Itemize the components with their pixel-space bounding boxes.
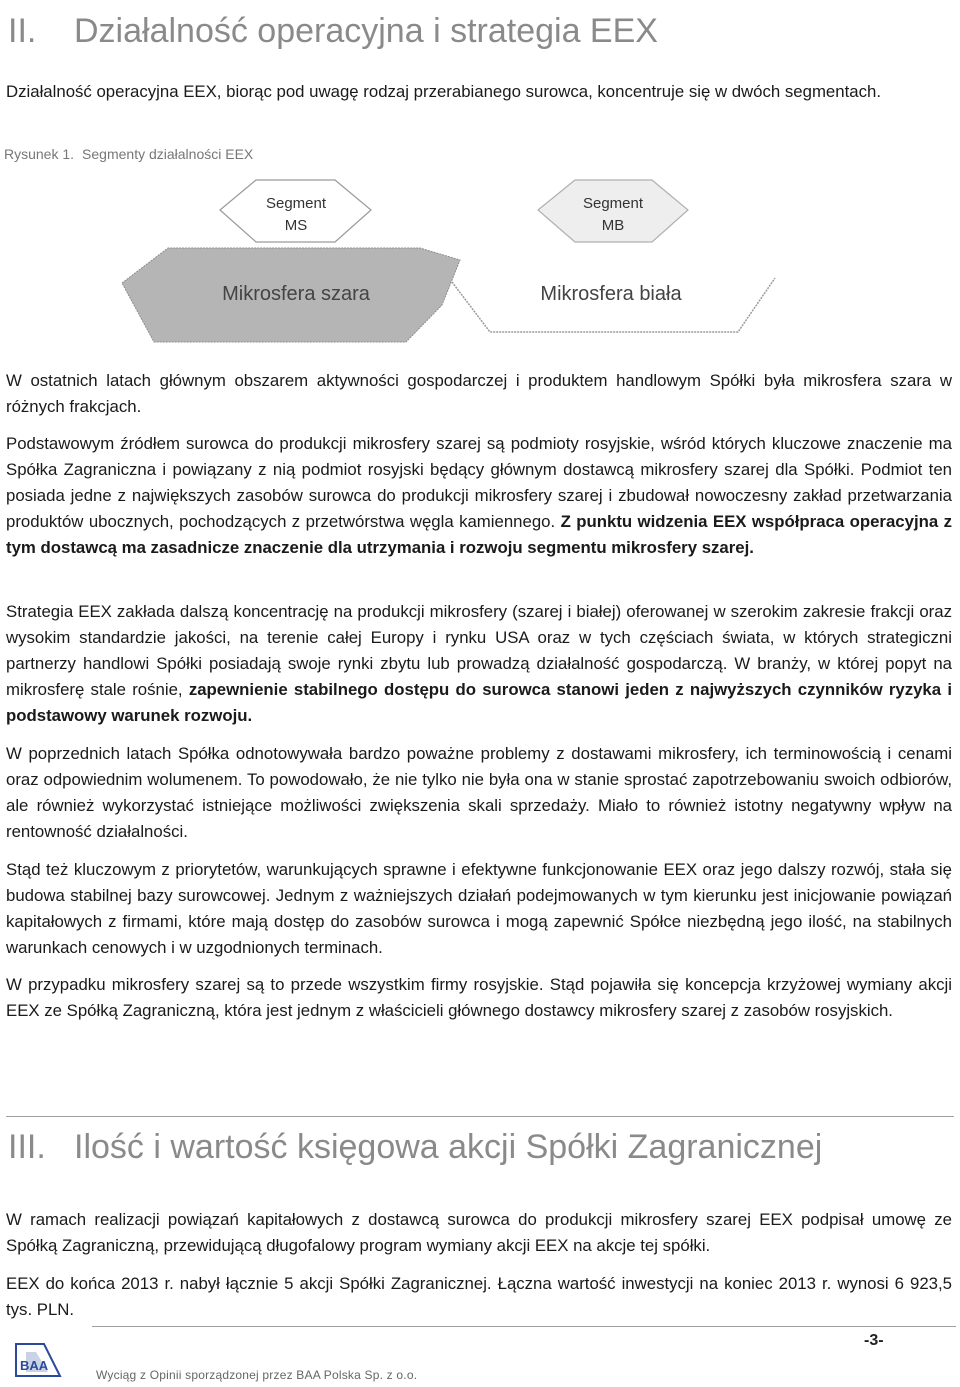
intro-paragraph: Działalność operacyjna EEX, biorąc pod uwagę rodzaj przerabianego surowca, koncentruje się w dwóch segmentach.: [6, 82, 881, 101]
section-number-3: III.: [8, 1128, 46, 1166]
segments-diagram: [0, 170, 960, 350]
footer-text: Wyciąg z Opinii sporządzonej przez BAA Polska Sp. z o.o.: [96, 1368, 418, 1382]
segment-ms-line2: MS: [284, 217, 308, 234]
segment-mb-line2: MB: [601, 217, 625, 234]
segment-ms-line1: Segment: [265, 195, 327, 212]
section-heading-3: [8, 1128, 822, 1167]
paragraph-5: Stąd też kluczowym z priorytetów, warunkujących sprawne i efektywne funkcjonowanie EEX oraz jego dalszy rozwój, stała się budowa stabilnej bazy surowcowej. Jednym z ważniejszych działań podejmowanych w tym kierunku jest inicjowanie powiązań kapitałowych z firmami, które mają dostęp do zasobów surowca i mogą zapewnić Spółce niezbędną jego ilość, na stabilnych warunkach cenowych i w uzgodnionych terminach.: [6, 860, 952, 957]
paragraph-2: [6, 431, 952, 561]
paragraph-6: W przypadku mikrosfery szarej są to przede wszystkim firmy rosyjskie. Stąd pojawiła się koncepcja krzyżowej wymiany akcji EEX ze Spółką Zagraniczną, która jest jednym z właścicieli głównego dostawcy mikrosfery szarej z zasobów rosyjskich.: [6, 975, 952, 1020]
paragraph-4: W poprzednich latach Spółka odnotowywała bardzo poważne problemy z dostawami mikrosfery, ich terminowością i cenami oraz odpowiednim wolumenem. To powodowało, że nie tylko nie była ona w stanie sprostać zapotrzebowaniu swoich odbiorów, ale również wykorzystać istniejące możliwości zwiększenia skali sprzedaży. Miało to również istotny negatywny wpływ na rentowność działalności.: [6, 744, 952, 841]
section-title-3: Ilość i wartość księgowa akcji Spółki Zagranicznej: [74, 1128, 823, 1166]
baa-logo: [14, 1340, 66, 1380]
paragraph-2-text: Podstawowym źródłem surowca do produkcji mikrosfery szarej są podmioty rosyjskie, wśród których kluczowe znaczenie ma Spółka Zagraniczna i powiązany z nią podmiot rosyjski będący głównym dostawcą mikrosfery szarej dla Spółki. Podmiot ten posiada jedne z największych zasobów surowca do produkcji mikrosfery szarej i zbudował nowoczesny zakład przetwarzania produktów ubocznych, pochodzących z przetwórstwa węgla kamiennego.: [6, 434, 952, 531]
figure-caption-title: Segmenty działalności EEX: [82, 146, 254, 162]
paragraph-3-text: Strategia EEX zakłada dalszą koncentrację na produkcji mikrosfery (szarej i białej) oferowanej w szerokim zakresie frakcji oraz wysokim standardzie jakości, na terenie całej Europy i rynku USA oraz w tych częściach świata, w których strategiczni partnerzy handlowi Spółki posiadają swoje rynki zbytu lub prowadzą działalność gospodarczą. W branży, w której popyt na mikrosferę stale rośnie,: [6, 602, 952, 699]
paragraph-1: W ostatnich latach głównym obszarem aktywności gospodarczej i produktem handlowym Spółki była mikrosfera szara w różnych frakcjach.: [6, 371, 952, 416]
paragraph-3-bold: zapewnienie stabilnego dostępu do surowca stanowi jeden z najwyższych czynników ryzyka i podstawowy warunek rozwoju.: [6, 680, 952, 725]
page-number: -3-: [864, 1332, 884, 1349]
section3-paragraph-2: EEX do końca 2013 r. nabył łącznie 5 akcji Spółki Zagranicznej. Łączna wartość inwestycji na koniec 2013 r. wynosi 6 923,5 tys. PLN.: [6, 1274, 952, 1319]
section-heading: [8, 12, 658, 51]
figure-caption-label: Rysunek 1.: [4, 146, 75, 162]
section-divider: [6, 1116, 954, 1117]
section-title: Działalność operacyjna i strategia EEX: [74, 12, 658, 50]
section3-paragraph-1: W ramach realizacji powiązań kapitałowych z dostawcą surowca do produkcji mikrosfery szarej EEX podpisał umowę ze Spółką Zagraniczną, przewidującą długofalowy program wymiany akcji EEX na akcje tej spółki.: [6, 1210, 952, 1255]
footer-rule: [92, 1326, 956, 1327]
label-mikrosfera-szara: Mikrosfera szara: [222, 283, 370, 305]
figure-caption: [4, 146, 253, 162]
label-mikrosfera-biala: Mikrosfera biała: [540, 283, 682, 305]
baa-logo-text: BAA: [20, 1358, 49, 1373]
paragraph-2-bold: Z punktu widzenia EEX współpraca operacyjna z tym dostawcą ma zasadnicze znaczenie dla utrzymania i rozwoju segmentu mikrosfery szarej.: [6, 512, 952, 557]
section-number: II.: [8, 12, 37, 50]
paragraph-3: [6, 599, 952, 729]
segment-mb-line1: Segment: [582, 195, 644, 212]
